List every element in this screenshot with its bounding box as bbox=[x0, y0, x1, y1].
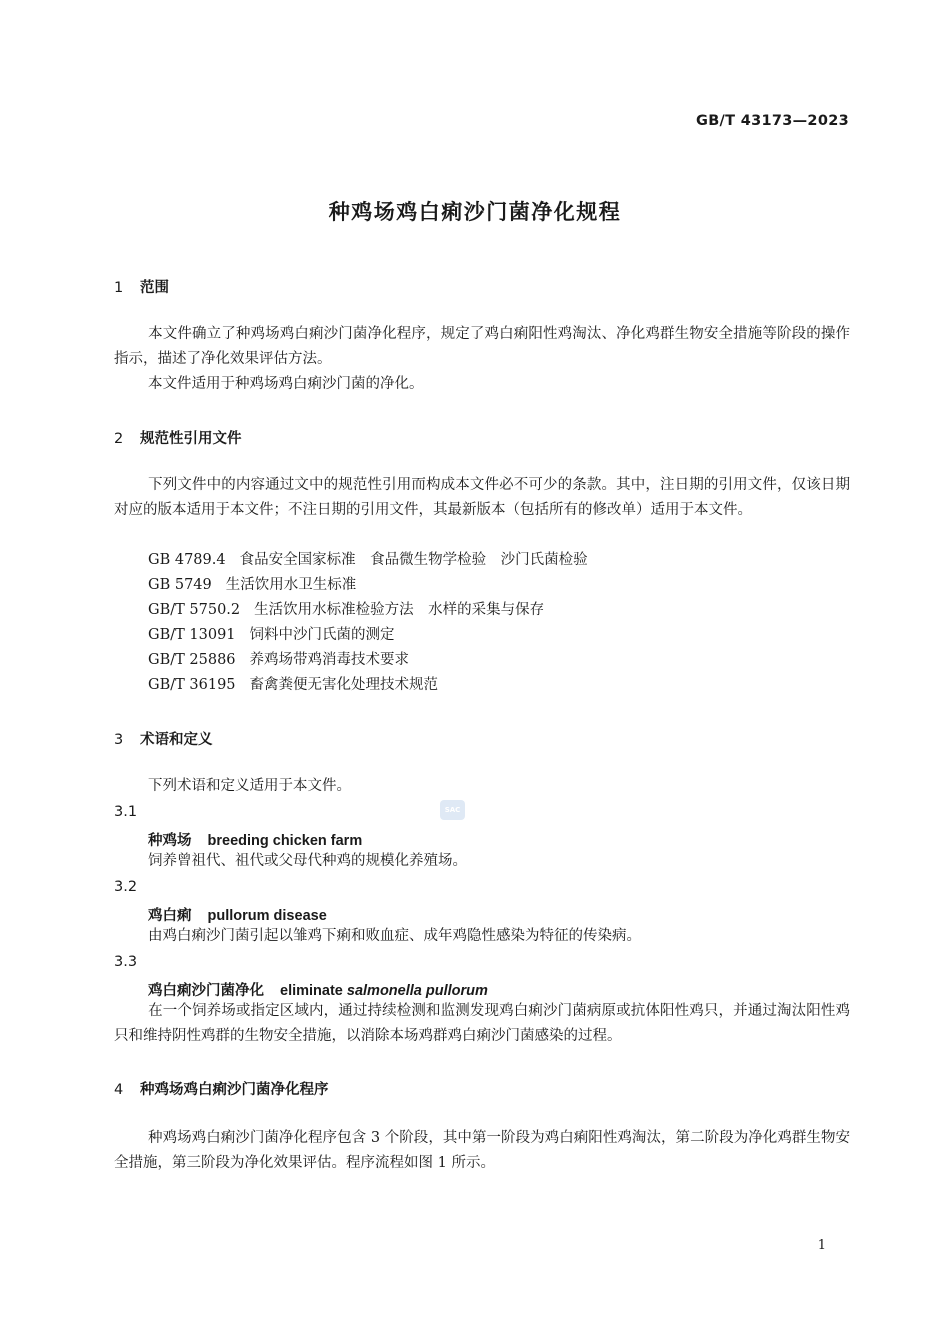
reference-item bbox=[148, 648, 409, 673]
paragraph bbox=[114, 1126, 850, 1176]
term-en-italic: salmonella pullorum bbox=[346, 983, 488, 999]
term-zh: 鸡白痢沙门菌净化 bbox=[148, 983, 264, 999]
section-number: 4 bbox=[114, 1082, 124, 1098]
reference-item bbox=[148, 548, 588, 573]
paragraph bbox=[114, 372, 850, 397]
reference-item bbox=[148, 673, 438, 698]
term-zh: 种鸡场 bbox=[148, 833, 192, 849]
term-number: 3.2 bbox=[114, 879, 138, 895]
document-title: 种鸡场鸡白痢沙门菌净化规程 bbox=[328, 200, 622, 224]
section-4-heading bbox=[114, 1078, 329, 1099]
term-heading bbox=[148, 904, 327, 925]
section-number: 3 bbox=[114, 732, 124, 748]
reference-code: GB/T 36195 bbox=[148, 677, 236, 693]
term-en: pullorum disease bbox=[207, 908, 327, 924]
reference-title: 生活饮用水卫生标准 bbox=[225, 577, 357, 593]
reference-title: 食品安全国家标准 食品微生物学检验 沙门氏菌检验 bbox=[239, 552, 588, 568]
term-number: 3.3 bbox=[114, 954, 138, 970]
section-3-heading bbox=[114, 728, 213, 749]
section-1-heading bbox=[114, 276, 169, 297]
term-definition bbox=[114, 999, 850, 1049]
term-en-plain: eliminate bbox=[280, 983, 343, 999]
section-2-heading bbox=[114, 427, 242, 448]
page-number: 1 bbox=[817, 1238, 826, 1253]
reference-code: GB/T 13091 bbox=[148, 627, 236, 643]
term-definition: 饲养曾祖代、祖代或父母代种鸡的规模化养殖场。 bbox=[148, 853, 467, 869]
reference-code: GB/T 25886 bbox=[148, 652, 236, 668]
section-title: 范围 bbox=[140, 280, 169, 296]
reference-title: 畜禽粪便无害化处理技术规范 bbox=[249, 677, 439, 693]
term-en bbox=[280, 983, 488, 999]
reference-title: 养鸡场带鸡消毒技术要求 bbox=[249, 652, 410, 668]
term-zh: 鸡白痢 bbox=[148, 908, 192, 924]
reference-item bbox=[148, 623, 395, 648]
reference-item bbox=[148, 598, 544, 623]
term-definition: 由鸡白痢沙门菌引起以雏鸡下痢和败血症、成年鸡隐性感染为特征的传染病。 bbox=[148, 928, 641, 944]
section-title: 术语和定义 bbox=[140, 732, 213, 748]
reference-title: 饲料中沙门氏菌的测定 bbox=[249, 627, 395, 643]
sac-watermark-logo: SAC bbox=[440, 800, 465, 820]
paragraph-text: 在一个饲养场或指定区域内，通过持续检测和监测发现鸡白痢沙门菌病原或抗体阳性鸡只，并通过淘汰阳性鸡只和维持阴性鸡群的生物安全措施，以消除本场鸡群鸡白痢沙门菌感染的过程。 bbox=[114, 1003, 850, 1044]
paragraph-text: 下列文件中的内容通过文中的规范性引用而构成本文件必不可少的条款。其中，注日期的引用文件，仅该日期对应的版本适用于本文件；不注日期的引用文件，其最新版本（包括所有的修改单）适用于本文件。 bbox=[114, 477, 850, 518]
term-heading bbox=[148, 979, 488, 1000]
paragraph: 下列术语和定义适用于本文件。 bbox=[148, 778, 351, 794]
section-number: 2 bbox=[114, 431, 124, 447]
paragraph bbox=[114, 473, 850, 523]
reference-code: GB/T 5750.2 bbox=[148, 602, 241, 618]
paragraph-text: 种鸡场鸡白痢沙门菌净化程序包含 3 个阶段，其中第一阶段为鸡白痢阳性鸡淘汰，第二阶段为净化鸡群生物安全措施，第三阶段为净化效果评估。程序流程如图 1 所示。 bbox=[114, 1130, 850, 1171]
term-heading bbox=[148, 829, 362, 850]
section-title: 规范性引用文件 bbox=[140, 431, 242, 447]
standard-code: GB/T 43173—2023 bbox=[696, 113, 849, 129]
reference-item bbox=[148, 573, 356, 598]
reference-code: GB 4789.4 bbox=[148, 552, 226, 568]
reference-title: 生活饮用水标准检验方法 水样的采集与保存 bbox=[254, 602, 545, 618]
paragraph bbox=[114, 322, 850, 372]
section-number: 1 bbox=[114, 280, 124, 296]
paragraph-text: 本文件适用于种鸡场鸡白痢沙门菌的净化。 bbox=[148, 376, 424, 392]
term-number: 3.1 bbox=[114, 804, 138, 820]
reference-code: GB 5749 bbox=[148, 577, 212, 593]
paragraph-text: 本文件确立了种鸡场鸡白痢沙门菌净化程序，规定了鸡白痢阳性鸡淘汰、净化鸡群生物安全措施等阶段的操作指示，描述了净化效果评估方法。 bbox=[114, 326, 850, 367]
section-title: 种鸡场鸡白痢沙门菌净化程序 bbox=[140, 1082, 329, 1098]
term-en: breeding chicken farm bbox=[207, 833, 363, 849]
